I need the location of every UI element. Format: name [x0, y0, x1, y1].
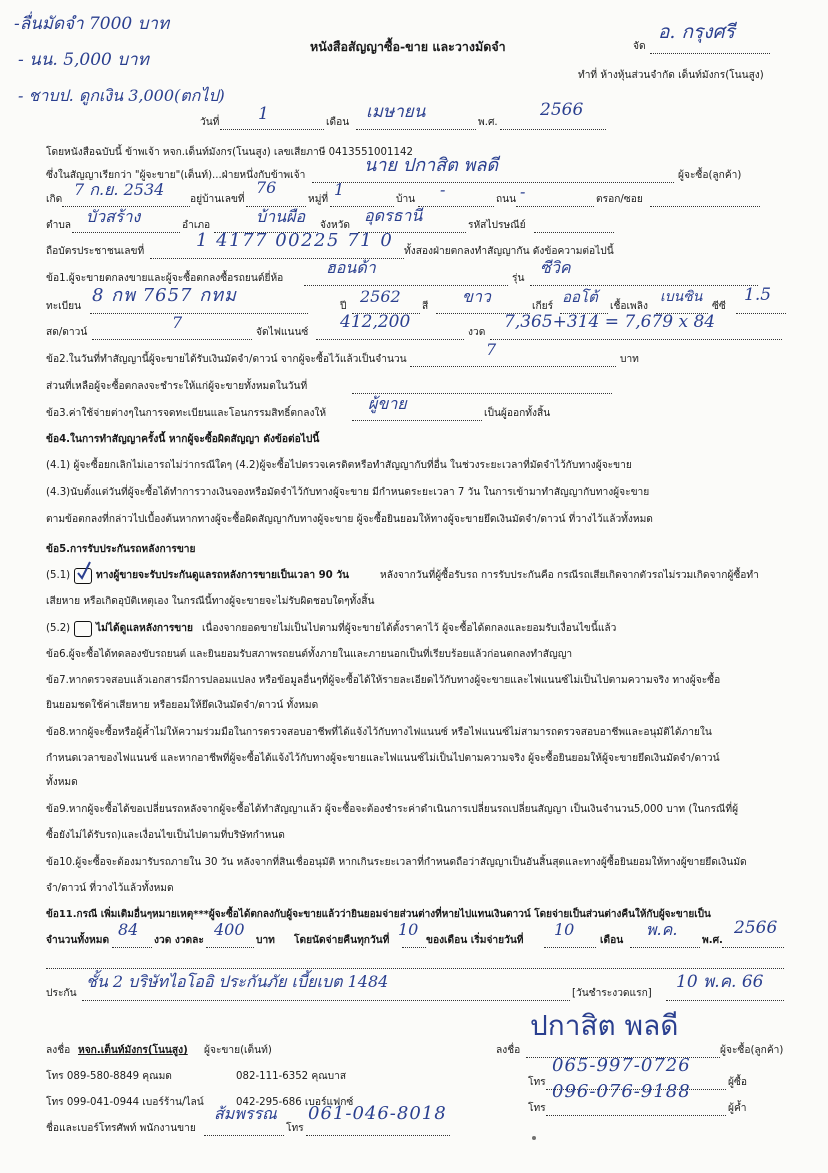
clause-8-a: ข้อ8.หากผู้จะซื้อหรือผู้ค้ำไม่ให้ความร่วมมือในการตรวจสอบอาชีพที่ได้แจ้งไว้กับทางไฟแนนซ์ หรือไฟแนนซ์ไม่สามารถตรวจสอบอาชีพและอนุมัติได้ภายใน	[46, 727, 712, 738]
staff-name-line	[204, 1135, 284, 1136]
model-label: รุ่น	[512, 273, 525, 284]
c11-per-line	[206, 947, 254, 948]
c11-count-label: จำนวนทั้งหมด	[46, 935, 110, 946]
date-month-value: เมษายน	[366, 102, 426, 122]
clause-3-value: ผู้ขาย	[368, 394, 407, 413]
finance-line	[316, 339, 464, 340]
staff-name: ส้มพรรณ	[214, 1104, 277, 1123]
staff-phone-label: โทร	[286, 1123, 304, 1134]
clause-7-b: ยินยอมชดใช้ค่าเสียหาย หรือยอมให้ยึดเงินมัดจำ/ดาวน์ ทั้งหมด	[46, 700, 319, 711]
deposit-value: 7	[172, 313, 183, 332]
clause-4-heading: ข้อ4.ในการทำสัญญาครั้งนี้ หากผู้จะซื้อผิดสัญญา ดังข้อต่อไปนี้	[46, 434, 320, 445]
c11-start-value: 10	[554, 920, 575, 939]
buyer-signature: ปกาสิต พลดี	[530, 1009, 679, 1042]
clause-3-tail: เป็นผู้ออกทั้งสิ้น	[484, 408, 551, 419]
clause-4-3b: ตามข้อตกลงที่กล่าวไปเบื้องต้นหากทางผู้จะซื้อผิดสัญญากับทางผู้จะขาย ผู้จะซื้อยินยอมให้ทางผู้จะขายยึดเงินมัดจำ/ดาวน์ ที่วางไว้แล้วทั้งหมด	[46, 514, 653, 525]
brand-value: ฮอนด้า	[326, 258, 376, 277]
clause-10-b: จำ/ดาวน์ ที่วางไว้แล้วทั้งหมด	[46, 883, 174, 894]
c11-per-value: 400	[214, 920, 245, 939]
date-year-value: 2566	[540, 100, 584, 120]
village-label: บ้าน	[396, 194, 416, 205]
contact-4: 042-295-686 เบอร์แฟกซ์	[236, 1097, 354, 1108]
clause-8-c: ทั้งหมด	[46, 777, 78, 788]
date-day-line	[220, 129, 324, 130]
clause-2-text: ข้อ2.ในวันที่ทำสัญญานี้ผู้จะขายได้รับเงินมัดจำ/ดาวน์ จากผู้จะซื้อไว้แล้วเป็นจำนวน	[46, 354, 407, 365]
tambon-value: บัวสร้าง	[86, 207, 141, 226]
install-label: งวด	[468, 327, 486, 338]
clause-5-1-rest: หลังจากวันที่ผู้ซื้อรับรถ การรับประกันคือ กรณีรถเสียเกิดจากตัวรถไม่รวมเกิดจากผู้ซื้อทำ	[380, 570, 759, 581]
deposit-label: สด/ดาวน์	[46, 327, 88, 338]
model-line	[530, 285, 758, 286]
province-value: อ. กรุงศรี	[658, 21, 735, 43]
staff-label: ชื่อและเบอร์โทรศัพท์ พนักงานขาย	[46, 1123, 196, 1134]
clause-1-text: ข้อ1.ผู้จะขายตกลงขายและผู้จะซื้อตกลงซื้อรถยนต์ยี่ห้อ	[46, 273, 284, 284]
c11-month-label: เดือน	[600, 935, 624, 946]
village-line	[418, 206, 494, 207]
note-line-1: -ลื่นมัดจำ 7000 บาท	[14, 14, 170, 34]
clause-8-b: กำหนดเวลาของไฟแนนซ์ และหากอาชีพที่ผู้จะซื้อได้แจ้งไว้กับทางผู้จะขายและไฟแนนซ์ไม่เป็นไปตามความจริง ผู้จะซื้อยินยอมให้ผู้จะขายยึดเงินมัดจำ/ดาวน์	[46, 753, 720, 764]
clause-10-a: ข้อ10.ผู้จะซื้อจะต้องมารับรถภายใน 30 วัน หลังจากที่สินเชื่ออนุมัติ หากเกินระยะเวลาที่กำหนดถือว่าสัญญาเป็นอันสิ้นสุดและทางผู้ซื้อยินยอมให้ทางผู้ขายยึดเงินมัด	[46, 857, 747, 868]
guarantor-tel-label: โทร	[528, 1103, 546, 1114]
note-line-2: - นน. 5,000 บาท	[18, 50, 149, 70]
date-year-line	[500, 129, 606, 130]
clause-5-2-rest: เนื่องจากยอดขายไม่เป็นไปตามที่ผู้จะขายได้ตั้งราคาไว้ ผู้จะซื้อได้ตกลงและยอมรับเงื่อนไขนี้แล้ว	[202, 623, 617, 634]
road-line	[516, 206, 594, 207]
c11-baht-label: บาท	[256, 935, 275, 946]
fuel-value: เบนซิน	[660, 289, 703, 305]
clause-7-a: ข้อ7.หากตรวจสอบแล้วเอกสารมีการปลอมแปลง หรือข้อมูลอื่นๆที่ผู้จะซื้อได้ให้รายละเอียดไว้กับทางผู้จะขายและไฟแนนซ์ไม่เป็นไปตามความจริง ทางผู้จะซื้อ	[46, 675, 721, 686]
house-value: 76	[256, 178, 277, 197]
cc-value: 1.5	[744, 285, 772, 305]
c11-month-line	[630, 947, 700, 948]
clause-6: ข้อ6.ผู้จะซื้อได้ทดลองขับรถยนต์ และยินยอมรับสภาพรถยนต์ทั้งภายในและภายนอกเป็นที่เรียบร้อยแล้วก่อนตกลงทำสัญญา	[46, 649, 573, 660]
c11-count-line	[112, 947, 152, 948]
gear-label: เกียร์	[532, 301, 554, 312]
tambon-line	[72, 232, 180, 233]
guarantor-phone: 096-076-9188	[552, 1081, 691, 1102]
insurance-line	[82, 1000, 570, 1001]
gear-value: ออโต้	[562, 288, 598, 306]
clause-5-1-num: (5.1)	[46, 570, 71, 581]
c11-start-label: ของเดือน เริ่มจ่ายวันที่	[426, 935, 524, 946]
staff-phone-line	[306, 1135, 450, 1136]
clause-2-remainder: ส่วนที่เหลือผู้จะซื้อตกลงจะชำระให้แก่ผู้จะขายทั้งหมดในวันที่	[46, 381, 308, 392]
note-line-3: - ชาบป. ดูกเงิน 3,000(ตกไป)	[18, 86, 225, 105]
c11-start-line	[544, 947, 596, 948]
first-due-line	[666, 1000, 784, 1001]
clause-4-3a: (4.3)นับตั้งแต่วันที่ผู้จะซื้อได้ทำการวางเงินจองหรือมัดจำไว้กับทางผู้จะขาย มีกำหนดระยะเวลา 7 วัน ในการเข้ามาทำสัญญากับทางผู้จะขาย	[46, 487, 650, 498]
install-value: 7,365+314 = 7,679 x 84	[504, 312, 716, 332]
buyer-sign-role: ผู้จะซื้อ(ลูกค้า)	[720, 1045, 784, 1056]
option-5-2-checkbox[interactable]	[74, 621, 92, 637]
c11-payday-label: โดยนัดจ่ายคืนทุกวันที่	[294, 935, 390, 946]
moo-value: 1	[334, 180, 345, 199]
contact-1: โทร 089-580-8849 คุณมด	[46, 1071, 172, 1082]
clause-5-heading: ข้อ5.การรับประกันรถหลังการขาย	[46, 544, 196, 555]
clause-9-a: ข้อ9.หากผู้จะซื้อได้ขอเปลี่ยนรถหลังจากผู้จะซื้อได้ทำสัญญาแล้ว ผู้จะซื้อจะต้องชำระค่าดำเนินการเปลี่ยนรถเปลี่ยนสัญญา เป็นเงินจำนวน5,000 บาท (ในกรณีที่ผู้	[46, 804, 739, 815]
clause-3-text: ข้อ3.ค่าใช้จ่ายต่างๆในการจดทะเบียนและโอนกรรมสิทธิ์ตกลงให้	[46, 408, 327, 419]
year-value: 2562	[360, 287, 401, 306]
buyer-name: นาย ปกาสิต พลดี	[364, 155, 499, 176]
moo-label: หมู่ที่	[308, 194, 329, 205]
buyer-role: ผู้จะซื้อ(ลูกค้า)	[678, 170, 742, 181]
road-label: ถนน	[496, 194, 517, 205]
idcard-value: 1 4177 00225 71 0	[196, 230, 394, 251]
guarantor-phone-line	[546, 1115, 726, 1116]
insurance-value: ชั้น 2 บริษัทไอโออิ ประกันภัย เบี้ยเบต 1484	[86, 972, 389, 991]
postcode-label: รหัสไปรษณีย์	[468, 220, 526, 231]
date-day-label: วันที่	[200, 117, 220, 128]
clause-2-value: 7	[486, 340, 497, 359]
finance-label: จัดไฟแนนซ์	[256, 327, 309, 338]
plate-value: 8 กพ 7657 กทม	[92, 285, 237, 306]
plate-label: ทะเบียน	[46, 301, 82, 312]
finance-value: 412,200	[340, 312, 411, 332]
cc-line	[736, 313, 786, 314]
install-line	[490, 339, 782, 340]
date-month-label: เดือน	[326, 117, 350, 128]
clause-5-1-b: เสียหาย หรือเกิดอุบัติเหตุเอง ในกรณีนี้ทางผู้จะขายจะไม่รับผิดชอบใดๆทั้งสิ้น	[46, 596, 375, 607]
clause-5-1-bold: ทางผู้ขายจะรับประกันดูแลรถหลังการขายเป็นเวลา 90 วัน	[96, 570, 350, 581]
clause-11-text: ข้อ11.กรณี เพิ่มเติมอื่นๆหมายเหตุ***ผู้จะซื้อได้ตกลงกับผู้จะขายแล้วว่ายินยอมจ่ายส่วนต่างที่หายไปแทนเงินดาวน์ โดยจ่ายเป็นส่วนต่างคืนให้กับผู้จะขายเป็น	[46, 909, 711, 920]
house-label: อยู่บ้านเลขที่	[190, 194, 245, 205]
province-label-2: จังหวัด	[320, 220, 350, 231]
buyer-phone-role: ผู้ซื้อ	[728, 1077, 748, 1088]
intro-line: โดยหนังสือฉบับนี้ ข้าพเจ้า หจก.เด็นท์มังกร(โนนสูง) เลขเสียภาษี 0413551001142	[46, 147, 413, 158]
clause-3-line	[352, 420, 482, 421]
seller-company: หจก.เต็นท์มังกร(โนนสูง)	[78, 1045, 188, 1056]
buyer-phone: 065-997-0726	[552, 1055, 691, 1076]
seller-line: ซึ่งในสัญญาเรียกว่า "ผู้จะขาย"(เต็นท์)...ฝ่ายหนึ่งกับข้าพเจ้า	[46, 170, 306, 181]
extra-line	[46, 968, 784, 969]
tambon-label: ตำบล	[46, 220, 72, 231]
year-label: ปี	[340, 301, 347, 312]
soi-label: ตรอก/ซอย	[596, 194, 643, 205]
plate-line	[90, 313, 308, 314]
province-line	[650, 53, 770, 54]
fuel-label: เชื้อเพลิง	[610, 301, 648, 312]
seller-sign-label: ลงชื่อ	[46, 1045, 71, 1056]
document-title: หนังสือสัญญาซื้อ-ขาย และวางมัดจำ	[310, 39, 506, 54]
deposit-line	[92, 339, 252, 340]
c11-year-label: พ.ศ.	[702, 935, 723, 946]
road-value: -	[520, 182, 526, 201]
color-value: ขาว	[462, 287, 491, 306]
date-month-line	[356, 129, 476, 130]
amphoe-value: บ้านผือ	[256, 207, 306, 226]
date-year-label: พ.ศ.	[478, 117, 498, 128]
buyer-sign-label: ลงชื่อ	[496, 1045, 521, 1056]
date-day-value: 1	[258, 104, 269, 124]
brand-line	[304, 285, 508, 286]
province-value-2: อุดรธานี	[364, 206, 423, 225]
ink-dot	[532, 1136, 536, 1140]
checkmark-icon	[76, 560, 92, 582]
postcode-line	[534, 232, 614, 233]
c11-payday-line	[402, 947, 426, 948]
c11-year-line	[722, 947, 784, 948]
first-due-value: 10 พ.ค. 66	[676, 972, 764, 992]
place-line: ทำที่ ห้างหุ้นส่วนจำกัด เด็นท์มังกร(โนนสูง)	[578, 70, 764, 81]
clause-5-2-bold: ไม่ได้ดูแลหลังการขาย	[96, 623, 193, 634]
clause-2-unit: บาท	[620, 354, 639, 365]
cc-label: ซีซี	[712, 301, 726, 312]
insurance-label: ประกัน	[46, 988, 77, 999]
seller-role: ผู้จะขาย(เต็นท์)	[204, 1045, 272, 1056]
clause-5-2-num: (5.2)	[46, 623, 71, 634]
amphoe-label: อำเภอ	[182, 220, 211, 231]
birth-label: เกิด	[46, 194, 63, 205]
clause-4-1: (4.1) ผู้จะซื้อยกเลิกไม่เอารถไม่ว่ากรณีใดๆ (4.2)ผู้จะซื้อไปตรวจเครดิตหรือทำสัญญากับที่อื่น ในช่วงระยะเวลาที่มัดจำไว้กับทางผู้จะขาย	[46, 460, 632, 471]
color-label: สี	[422, 301, 429, 312]
buyer-tel-label: โทร	[528, 1077, 546, 1088]
clause-2-line	[410, 366, 616, 367]
agree-text: ทั้งสองฝ่ายตกลงทำสัญญากัน ดังข้อความต่อไปนี้	[404, 246, 614, 257]
province-label: จัด	[633, 41, 646, 52]
staff-phone: 061-046-8018	[308, 1103, 447, 1124]
c11-count-value: 84	[118, 920, 139, 939]
first-due-label: [วันชำระงวดแรก]	[572, 988, 652, 999]
guarantor-role: ผู้ค้ำ	[728, 1103, 747, 1114]
contact-2: 082-111-6352 คุณบาส	[236, 1071, 347, 1082]
c11-month-value: พ.ค.	[646, 920, 678, 939]
soi-line	[650, 206, 760, 207]
village-value: -	[440, 180, 446, 199]
contact-3: โทร 099-041-0944 เบอร์ร้าน/ไลน์	[46, 1097, 204, 1108]
model-value: ซีวิค	[540, 258, 571, 277]
c11-year-value: 2566	[734, 918, 778, 938]
c11-payday-value: 10	[398, 920, 419, 939]
clause-9-b: ซื้อยังไม่ได้รับรถ)และเงื่อนไขเป็นไปตามที่บริษัทกำหนด	[46, 830, 285, 841]
buyer-name-line	[312, 182, 674, 183]
idcard-label: ถือบัตรประชาชนเลขที่	[46, 246, 145, 257]
c11-per-label: งวด งวดละ	[154, 935, 204, 946]
birth-value: 7 ก.ย. 2534	[74, 180, 165, 199]
